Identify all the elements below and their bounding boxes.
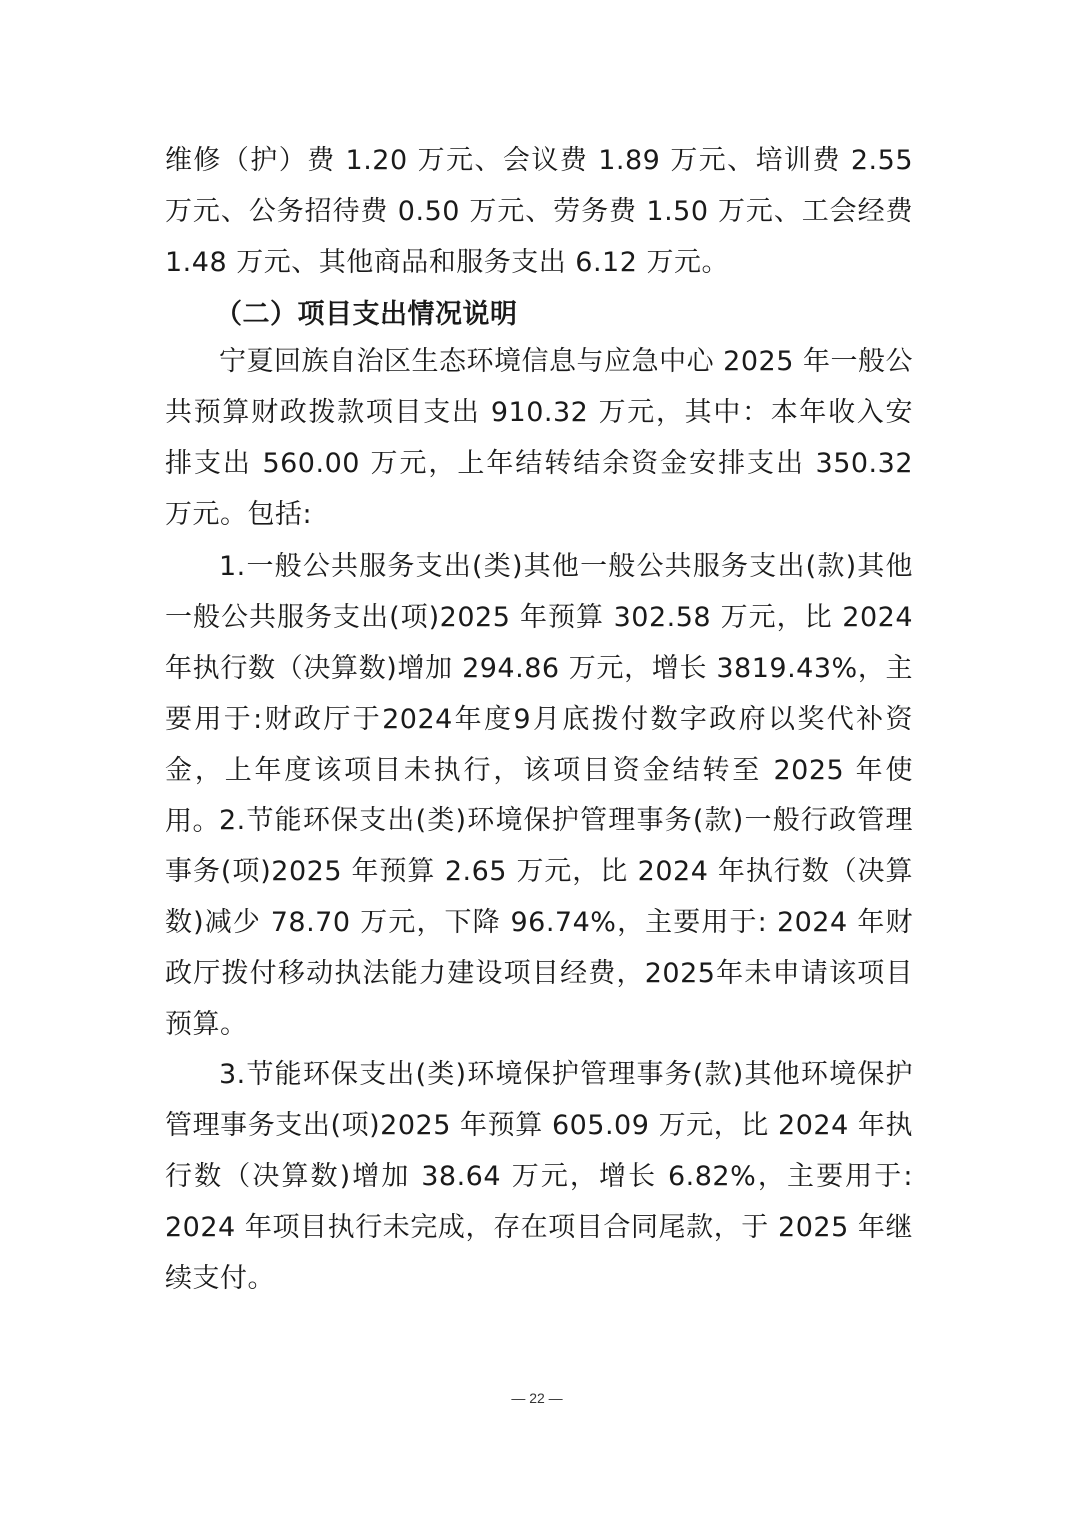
- paragraph-item-3: 3.节能环保支出(类)环境保护管理事务(款)其他环境保护管理事务支出(项)2025 年预算 605.09 万元，比 2024 年执行数（决算数)增加 38.64 万元，增长 6.82%，主要用于: 2024 年项目执行未完成，存在项目合同尾款，于 2025 年继续支付。: [165, 1059, 913, 1294]
- section-heading-project-expenditure: （二）项目支出情况说明: [215, 299, 518, 330]
- paragraph-item-2: 2.节能环保支出(类)环境保护管理事务(款)一般行政管理事务(项)2025 年预算 2.65 万元，比 2024 年执行数（决算数)减少 78.70 万元，下降 96.74%，主要用于: 2024 年财政厅拨付移动执法能力建设项目经费，2025年未申请该项目预算。: [165, 805, 913, 1040]
- paragraph-item-1: 1.一般公共服务支出(类)其他一般公共服务支出(款)其他一般公共服务支出(项)2025 年预算 302.58 万元，比 2024 年执行数（决算数)增加 294.86 万元，增长 3819.43%，主要用于:财政厅于2024年度9月底拨付数字政府以奖代补资金，上年度该项目未执行，该项目资金结转至 2025 年使用。: [165, 551, 913, 837]
- paragraph-project-summary: 宁夏回族自治区生态环境信息与应急中心 2025 年一般公共预算财政拨款项目支出 910.32 万元，其中：本年收入安排支出 560.00 万元，上年结转结余资金安排支出 350.32 万元。包括:: [165, 346, 913, 530]
- paragraph-expense-items: 维修（护）费 1.20 万元、会议费 1.89 万元、培训费 2.55 万元、公务招待费 0.50 万元、劳务费 1.50 万元、工会经费 1.48 万元、其他商品和服务支出 6.12 万元。: [165, 145, 913, 278]
- page-number: — 22 —: [511, 1390, 563, 1406]
